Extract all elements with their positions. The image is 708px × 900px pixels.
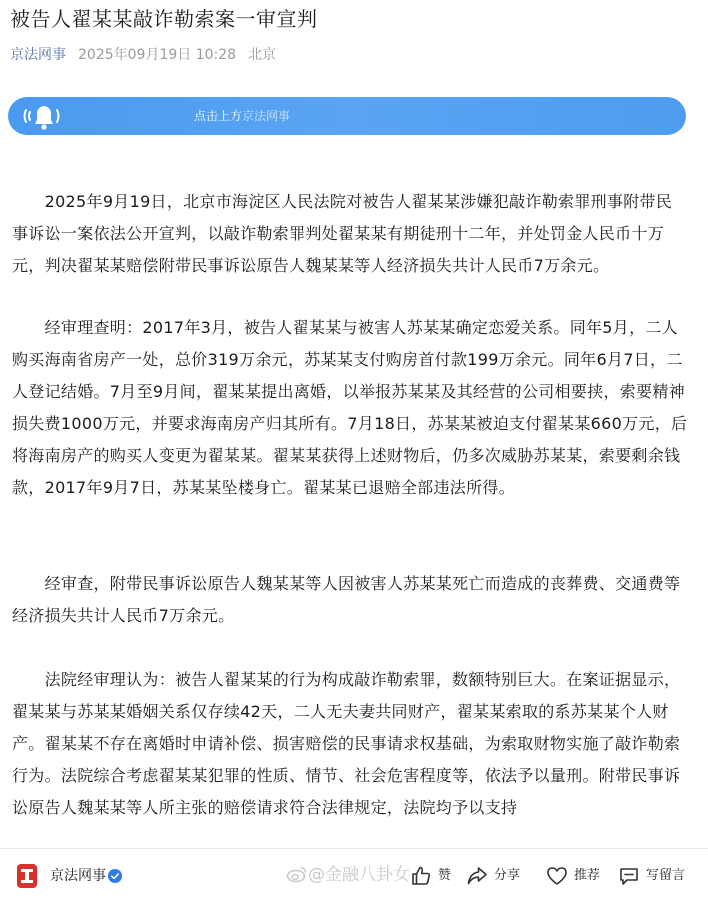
account-name[interactable]: 京法网事 — [50, 868, 106, 884]
thumbs-up-icon — [410, 865, 432, 887]
banner-label: 点击上方 — [194, 109, 243, 123]
recommend-label: 推荐 — [574, 868, 601, 883]
like-label: 赞 — [438, 868, 452, 883]
heart-icon — [546, 865, 568, 887]
article-paragraph: 法院经审理认为：被告人翟某某的行为构成敲诈勒索罪，数额特别巨大。在案证据显示，翟某某与苏某某婚姻关系仅存续42天，二人无夫妻共同财产，翟某某索取的系苏某某个人财产。翟某某不存在离婚时申请补偿、损害赔偿的民事请求权基础，为索取财物实施了敲诈勒索行为。法院综合考虑翟某某犯罪的性质、情节、社会危害程度等，依法予以量刑。附带民事诉讼原告人魏某某等人所主张的赔偿请求符合法律规定，法院均予以支持 — [12, 670, 681, 817]
article-title: 被告人翟某某敲诈勒索案一审宣判 — [10, 7, 318, 31]
article-paragraph: 经审查，附带民事诉讼原告人魏某某等人因被害人苏某某死亡而造成的丧葬费、交通费等经济损失共计人民币7万余元。 — [12, 574, 681, 625]
bottom-action-bar — [0, 848, 708, 900]
share-label: 分享 — [494, 868, 521, 883]
account-avatar[interactable] — [16, 863, 38, 889]
share-button[interactable] — [466, 863, 520, 889]
bell-icon — [20, 100, 64, 132]
like-button[interactable] — [410, 863, 451, 889]
banner-account: 京法网事 — [242, 109, 291, 123]
article-paragraph: 经审理查明：2017年3月，被告人翟某某与被害人苏某某确定恋爱关系。同年5月，二人购买海南省房产一处，总价319万余元，苏某某支付购房首付款199万余元。同年6月7日，二人登记结婚。7月至9月间，翟某某提出离婚，以举报苏某某及其经营的公司相要挟，索要精神损失费1000万元，并要求海南房产归其所有。7月18日，苏某某被迫支付翟某某660万元，后将海南房产的购买人变更为翟某某。翟某某获得上述财物后，仍多次威胁苏某某，索要剩余钱款，2017年9月7日，苏某某坠楼身亡。翟某某已退赔全部违法所得。 — [12, 318, 688, 497]
article-paragraph: 2025年9月19日，北京市海淀区人民法院对被告人翟某某涉嫌犯敲诈勒索罪刑事附带民事诉讼一案依法公开宣判，以敲诈勒索罪判处翟某某有期徒刑十二年，并处罚金人民币十万元，判决翟某某赔偿附带民事诉讼原告人魏某某等人经济损失共计人民币7万余元。 — [12, 192, 673, 275]
comment-label: 写留言 — [646, 868, 686, 883]
comment-button[interactable] — [618, 863, 685, 889]
banner-text — [194, 106, 290, 126]
comment-icon — [618, 865, 640, 887]
publish-date: 2025年09月19日 10:28 — [78, 47, 237, 63]
source-link[interactable]: 京法网事 — [10, 47, 66, 63]
follow-banner[interactable] — [8, 97, 686, 135]
verified-icon — [108, 869, 122, 883]
watermark-text: @金融八卦女 — [308, 865, 410, 885]
publish-location: 北京 — [248, 47, 277, 63]
share-icon — [466, 865, 488, 887]
article-meta — [10, 44, 276, 66]
recommend-button[interactable] — [546, 863, 600, 889]
weibo-icon — [286, 865, 308, 883]
weibo-watermark — [286, 862, 410, 888]
